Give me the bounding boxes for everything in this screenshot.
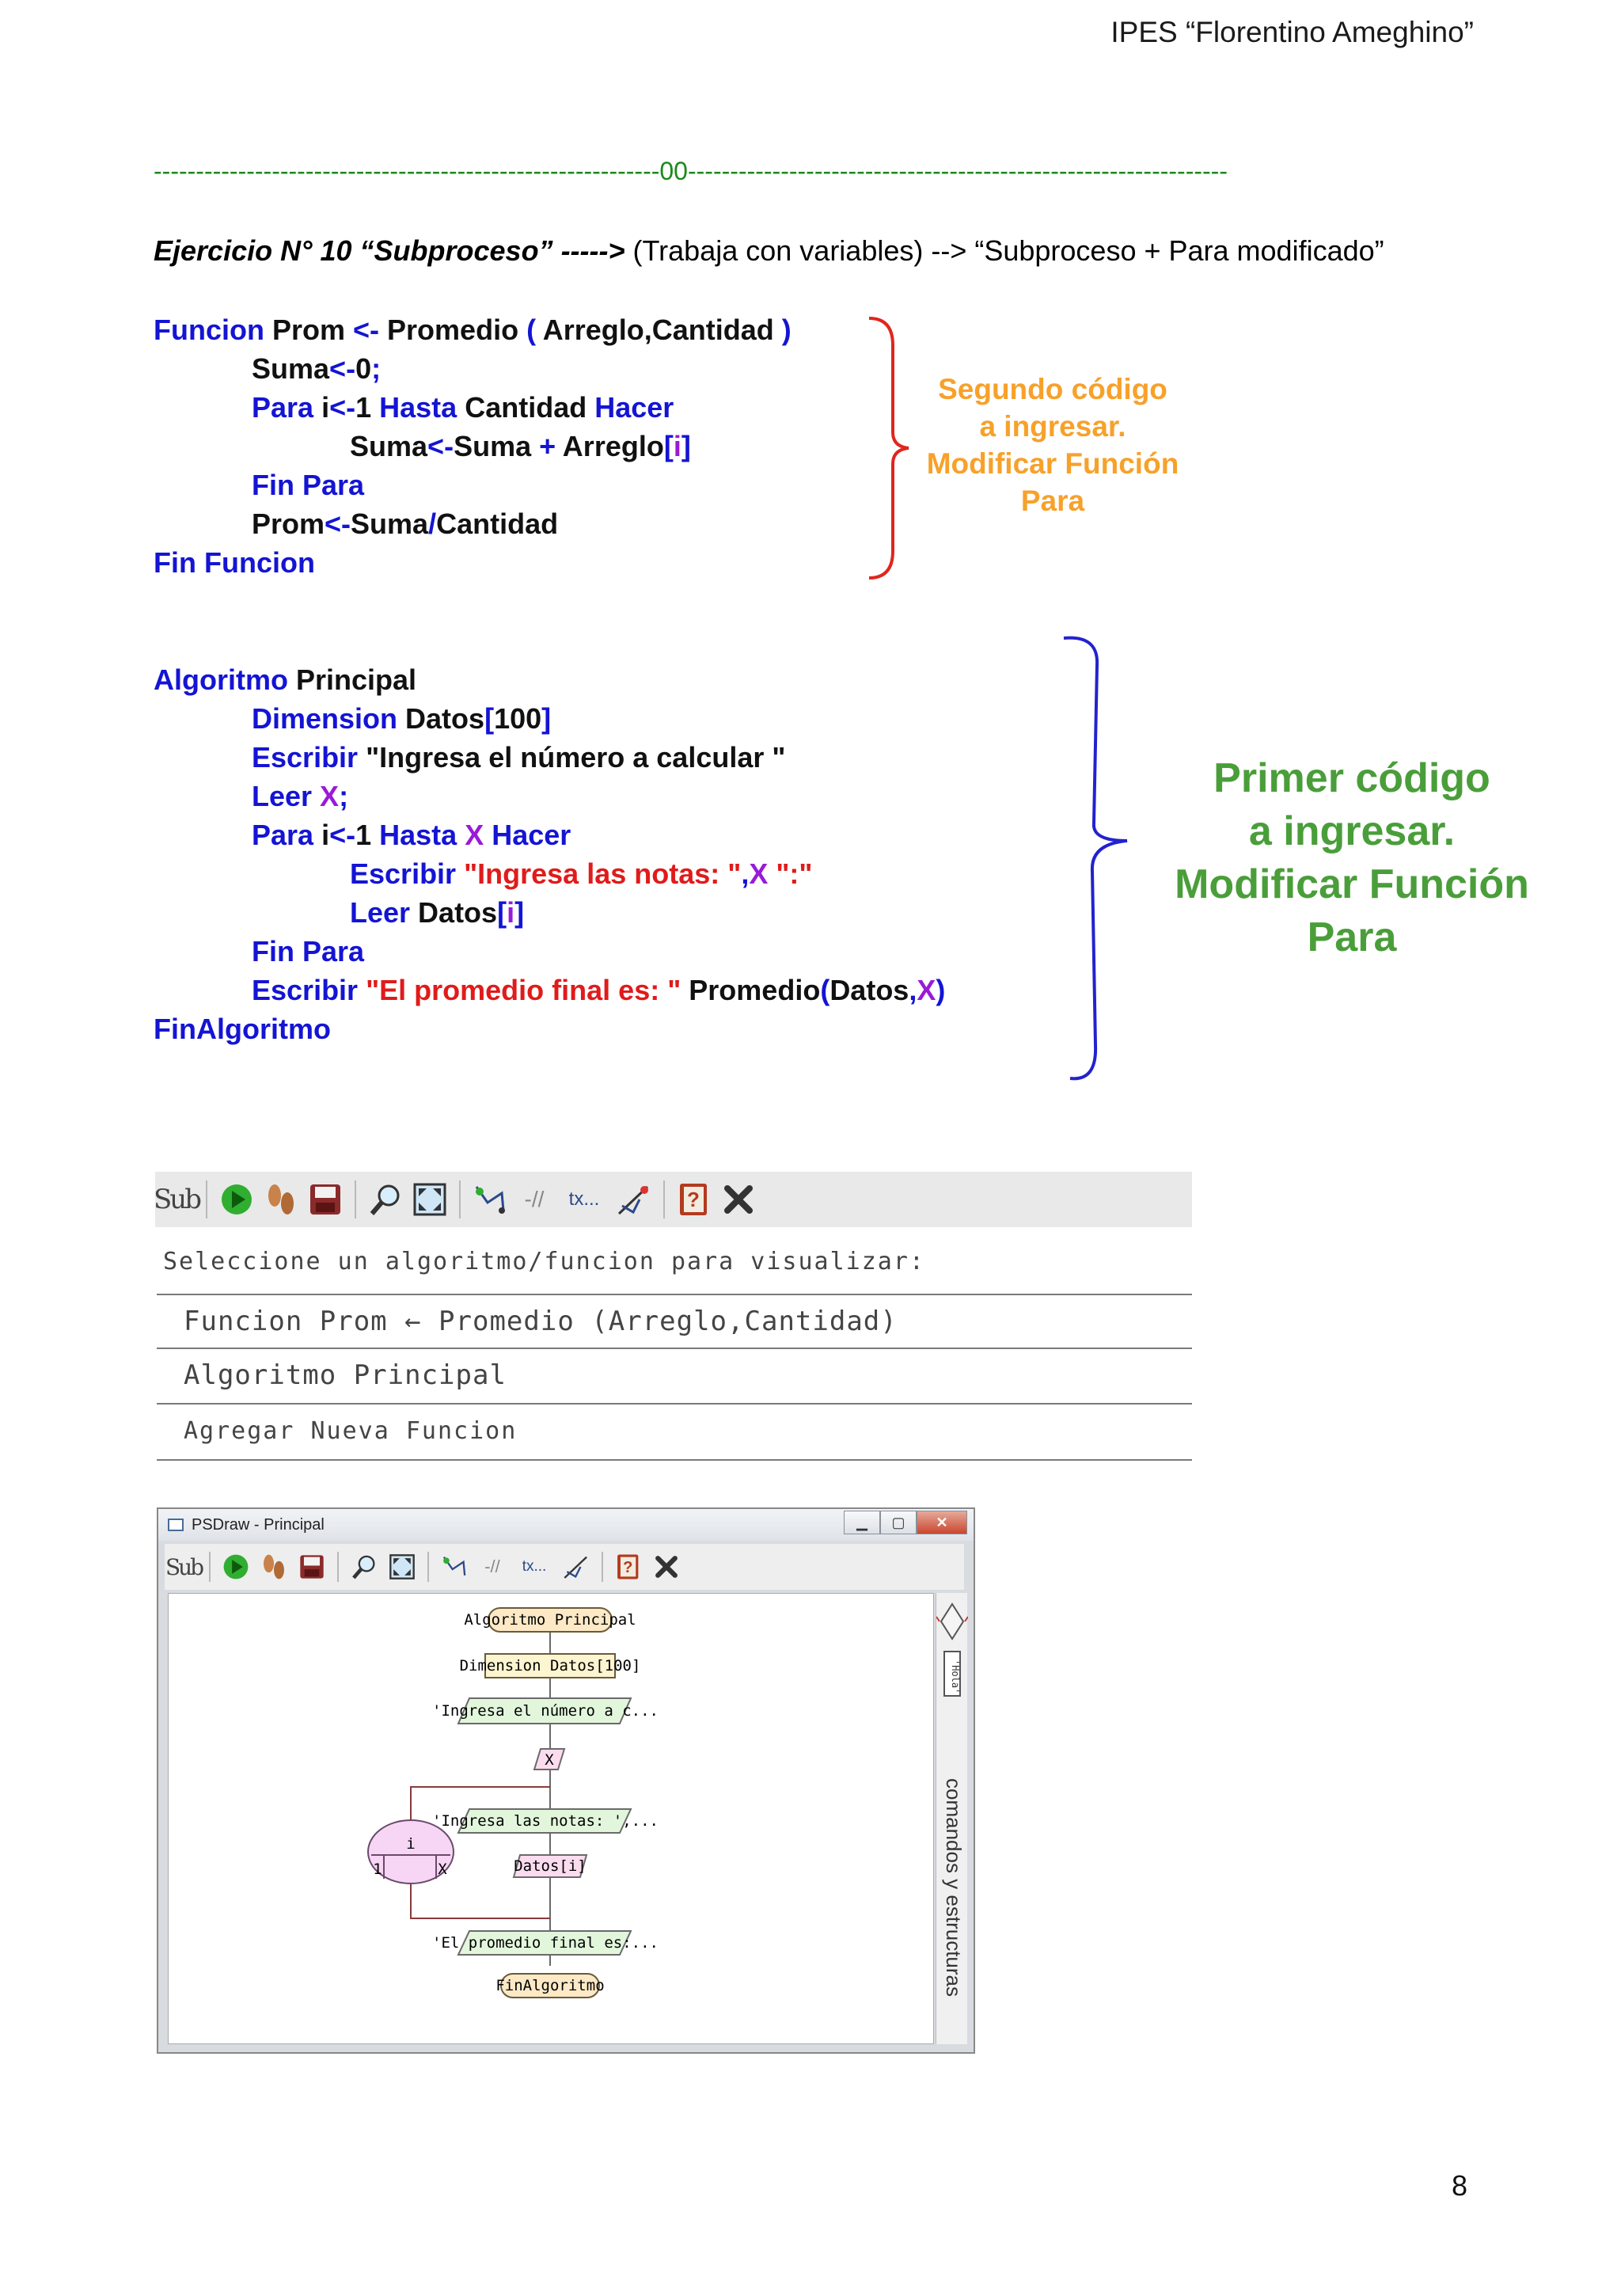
code-text: 1 xyxy=(355,391,380,424)
first-code-note xyxy=(1146,752,1558,964)
code-keyword: Dimension xyxy=(252,702,398,735)
code-line xyxy=(154,310,792,349)
code-text: Promedio xyxy=(379,314,527,346)
selector-item-algoritmo-principal[interactable]: Algoritmo Principal xyxy=(157,1348,1192,1401)
code-text: Prom xyxy=(264,314,354,346)
code-text: 1 xyxy=(355,819,380,851)
code-line xyxy=(154,815,945,854)
code-operator: ; xyxy=(339,780,349,812)
code-line xyxy=(154,893,945,932)
selector-toolbar xyxy=(155,1172,1192,1227)
code-keyword: Escribir xyxy=(252,741,359,774)
text-label: tx... xyxy=(522,1558,547,1575)
code-line xyxy=(154,388,792,427)
note-line: Primer código xyxy=(1213,755,1490,801)
code-operator: + xyxy=(539,430,556,462)
code-line xyxy=(154,349,792,388)
toolbar-separator xyxy=(602,1552,603,1582)
code-operator: / xyxy=(428,507,437,540)
flow-read-label: X xyxy=(545,1751,554,1769)
edit-icon[interactable] xyxy=(560,1549,592,1584)
code-variable: X xyxy=(457,819,492,851)
loop-to-label: X xyxy=(438,1861,447,1878)
flow-start-node[interactable] xyxy=(464,1608,636,1632)
code-operator: , xyxy=(909,974,917,1006)
flow-write-label: 'El promedio final es:... xyxy=(432,1934,659,1952)
sub-icon[interactable] xyxy=(165,1549,203,1584)
flow-dimension-node[interactable] xyxy=(460,1654,641,1678)
code-operator: ] xyxy=(514,896,525,929)
code-line xyxy=(154,504,792,543)
note-line: Modificar Función xyxy=(926,447,1179,480)
run-icon[interactable] xyxy=(220,1549,252,1584)
code-line xyxy=(154,854,945,893)
code-variable: X xyxy=(312,780,340,812)
flow-start-label: Algoritmo Principal xyxy=(464,1611,636,1629)
window-controls xyxy=(844,1511,967,1534)
code-keyword: Para xyxy=(252,391,314,424)
psdraw-window xyxy=(157,1507,975,2054)
code-line xyxy=(154,738,945,777)
comment-icon[interactable]: -// xyxy=(484,1557,500,1576)
page-header-title: IPES “Florentino Ameghino” xyxy=(1110,16,1474,48)
code-line xyxy=(154,427,792,466)
code-text: i xyxy=(313,819,330,851)
close-icon[interactable] xyxy=(720,1180,757,1219)
code-text: "Ingresa el número a calcular " xyxy=(358,741,786,774)
code-operator: [ xyxy=(484,702,495,735)
code-operator: ] xyxy=(681,430,691,462)
code-keyword: Hacer xyxy=(594,391,674,424)
side-panel-icons xyxy=(936,1593,968,1704)
comment-icon[interactable]: -// xyxy=(524,1187,545,1211)
code-keyword: Hasta xyxy=(379,819,457,851)
toolbar-separator xyxy=(355,1180,356,1218)
code-line xyxy=(154,932,945,971)
code-keyword: Escribir xyxy=(252,974,359,1006)
maximize-button[interactable]: ▢ xyxy=(880,1511,917,1534)
selector-bottom-line xyxy=(157,1459,1192,1461)
sub-icon[interactable] xyxy=(154,1180,199,1219)
note-line: a ingresar. xyxy=(1248,808,1456,854)
code-operator: ) xyxy=(781,314,792,346)
code-operator: <- xyxy=(329,819,356,851)
code-line xyxy=(154,660,945,699)
save-icon[interactable] xyxy=(307,1180,344,1219)
code-text: Cantidad xyxy=(457,391,595,424)
flow-end-label: FinAlgoritmo xyxy=(495,1977,605,1994)
flow-read-label: Datos[i] xyxy=(514,1857,587,1875)
code-keyword: FinAlgoritmo xyxy=(154,1013,331,1045)
loop-from-label: 1 xyxy=(373,1861,382,1878)
code-text: Prom xyxy=(252,507,325,540)
toolbar-separator xyxy=(337,1552,339,1582)
step-icon[interactable] xyxy=(263,1180,299,1219)
code-keyword: Para xyxy=(252,819,314,851)
code-text: i xyxy=(313,391,330,424)
zoom-icon[interactable] xyxy=(348,1549,380,1584)
code-line xyxy=(154,543,792,582)
code-text: Arreglo xyxy=(556,430,664,462)
code-operator: ] xyxy=(541,702,552,735)
text-label: tx... xyxy=(568,1188,600,1210)
code-line xyxy=(154,699,945,738)
page-number: 8 xyxy=(1452,2169,1468,2202)
code-text: Datos xyxy=(397,702,485,735)
code-text: 100 xyxy=(494,702,542,735)
code-keyword: Hasta xyxy=(379,391,457,424)
text-icon[interactable] xyxy=(560,1180,608,1219)
note-line: Para xyxy=(1020,485,1085,517)
code-line xyxy=(154,1009,945,1048)
code-keyword: Leer xyxy=(350,896,411,929)
code-operator: ( xyxy=(526,314,537,346)
svg-text:?: ? xyxy=(687,1188,700,1211)
step-icon[interactable] xyxy=(258,1549,290,1584)
red-brace-icon xyxy=(863,314,910,583)
code-line xyxy=(154,971,945,1009)
flow-read-node[interactable] xyxy=(534,1749,564,1770)
funcion-code-block xyxy=(154,310,792,582)
zoom-icon[interactable] xyxy=(367,1180,404,1219)
commands-panel-label: comandos y estructuras xyxy=(942,1778,966,1998)
code-text: Arreglo,Cantidad xyxy=(536,314,782,346)
code-text: Suma xyxy=(454,430,540,462)
flow-write-node[interactable] xyxy=(432,1698,659,1724)
code-keyword: Fin Para xyxy=(252,935,365,967)
algoritmo-code-block xyxy=(154,660,945,1048)
flow-loop-node[interactable] xyxy=(368,1820,454,1884)
toolbar-separator xyxy=(459,1180,461,1218)
help-icon[interactable] xyxy=(676,1180,712,1219)
flow-write-label: 'Ingresa el número a c... xyxy=(432,1702,659,1720)
code-text: Cantidad xyxy=(436,507,559,540)
note-line: a ingresar. xyxy=(979,410,1126,443)
selector-item-funcion-prom[interactable]: Funcion Prom ← Promedio (Arreglo,Cantidad) xyxy=(157,1294,1192,1348)
svg-text:?: ? xyxy=(623,1558,633,1576)
code-line xyxy=(154,466,792,504)
code-keyword: Hacer xyxy=(492,819,571,851)
flow-write-node[interactable] xyxy=(432,1809,659,1833)
window-title: PSDraw - Principal xyxy=(192,1515,325,1534)
flowchart-canvas[interactable] xyxy=(168,1593,934,2044)
toolbar-separator xyxy=(427,1552,429,1582)
window-toolbar xyxy=(165,1544,964,1590)
code-keyword: Algoritmo xyxy=(154,663,288,696)
code-keyword: Funcion xyxy=(154,314,264,346)
exercise-title: Ejercicio N° 10 “Subproceso” -----> xyxy=(154,234,625,267)
code-text: Suma xyxy=(350,430,428,462)
code-variable: X xyxy=(749,857,769,890)
flowchart-diagram xyxy=(169,1594,935,2045)
connect-icon[interactable] xyxy=(472,1180,508,1219)
code-text: 0 xyxy=(355,352,372,385)
note-line: Modificar Función xyxy=(1175,861,1529,907)
code-text: Datos xyxy=(410,896,498,929)
code-variable: i xyxy=(507,896,515,929)
note-line: Para xyxy=(1307,914,1397,960)
selector-prompt: Seleccione un algoritmo/funcion para visualizar: xyxy=(163,1248,925,1275)
loop-var-label: i xyxy=(406,1835,416,1853)
code-keyword: Fin Funcion xyxy=(154,546,315,579)
text-icon[interactable] xyxy=(514,1549,554,1584)
code-string: "El promedio final es: " xyxy=(358,974,681,1006)
minimize-button[interactable]: ▁ xyxy=(844,1511,880,1534)
fit-icon[interactable] xyxy=(412,1180,448,1219)
flow-read-node[interactable] xyxy=(514,1855,587,1877)
sub-label: Sub xyxy=(154,1184,199,1215)
code-text: Suma xyxy=(252,352,330,385)
help-icon[interactable] xyxy=(613,1549,644,1584)
connect-icon[interactable] xyxy=(438,1549,470,1584)
code-operator: <- xyxy=(325,507,351,540)
exercise-description: (Trabaja con variables) --> “Subproceso + Para modificado” xyxy=(624,234,1384,267)
section-separator: ------------------------------------------------------------00---------------------------------------------------------------- xyxy=(154,157,1228,185)
code-string: ":" xyxy=(768,857,813,890)
code-string: "Ingresa las notas: " xyxy=(456,857,742,890)
code-text: Principal xyxy=(287,663,417,696)
exercise-heading xyxy=(154,234,1384,268)
fit-icon[interactable] xyxy=(386,1549,418,1584)
code-keyword: Leer xyxy=(252,780,313,812)
flow-dimension-label: Dimension Datos[100] xyxy=(459,1657,641,1674)
code-variable: X xyxy=(917,974,936,1006)
selector-item-agregar-funcion[interactable]: Agregar Nueva Funcion xyxy=(157,1403,1192,1457)
code-operator: [ xyxy=(497,896,507,929)
blue-brace-icon xyxy=(1059,633,1130,1085)
code-line xyxy=(154,777,945,815)
window-close-button[interactable]: ✕ xyxy=(917,1511,967,1534)
code-operator: , xyxy=(741,857,750,890)
code-operator: <- xyxy=(329,391,356,424)
save-icon[interactable] xyxy=(296,1549,328,1584)
close-icon[interactable] xyxy=(651,1549,682,1584)
hola-label: 'Hola' xyxy=(950,1659,961,1694)
app-icon xyxy=(168,1519,184,1531)
toolbar-separator xyxy=(663,1180,665,1218)
code-operator: ; xyxy=(371,352,382,385)
toolbar-separator xyxy=(206,1180,207,1218)
run-icon[interactable] xyxy=(218,1180,255,1219)
code-operator: <- xyxy=(329,352,356,385)
flow-write-label: 'Ingresa las notas: ',... xyxy=(432,1812,659,1830)
flow-end-node[interactable] xyxy=(495,1974,604,1998)
code-operator: ( xyxy=(820,974,830,1006)
note-line: Segundo código xyxy=(938,373,1167,405)
code-text: Promedio xyxy=(681,974,821,1006)
second-code-note xyxy=(910,371,1195,519)
code-keyword: Fin Para xyxy=(252,469,365,501)
code-operator: <- xyxy=(427,430,454,462)
decision-icon xyxy=(941,1604,963,1639)
code-operator: [ xyxy=(663,430,674,462)
flow-write-node[interactable] xyxy=(432,1931,659,1955)
sub-label: Sub xyxy=(165,1553,203,1580)
code-operator: ) xyxy=(936,974,946,1006)
toolbar-separator xyxy=(209,1552,211,1582)
code-variable: i xyxy=(673,430,681,462)
code-keyword: Escribir xyxy=(350,857,457,890)
edit-icon[interactable] xyxy=(616,1180,652,1219)
code-operator: <- xyxy=(353,314,380,346)
code-text: Suma xyxy=(351,507,429,540)
code-text: Datos xyxy=(829,974,909,1006)
